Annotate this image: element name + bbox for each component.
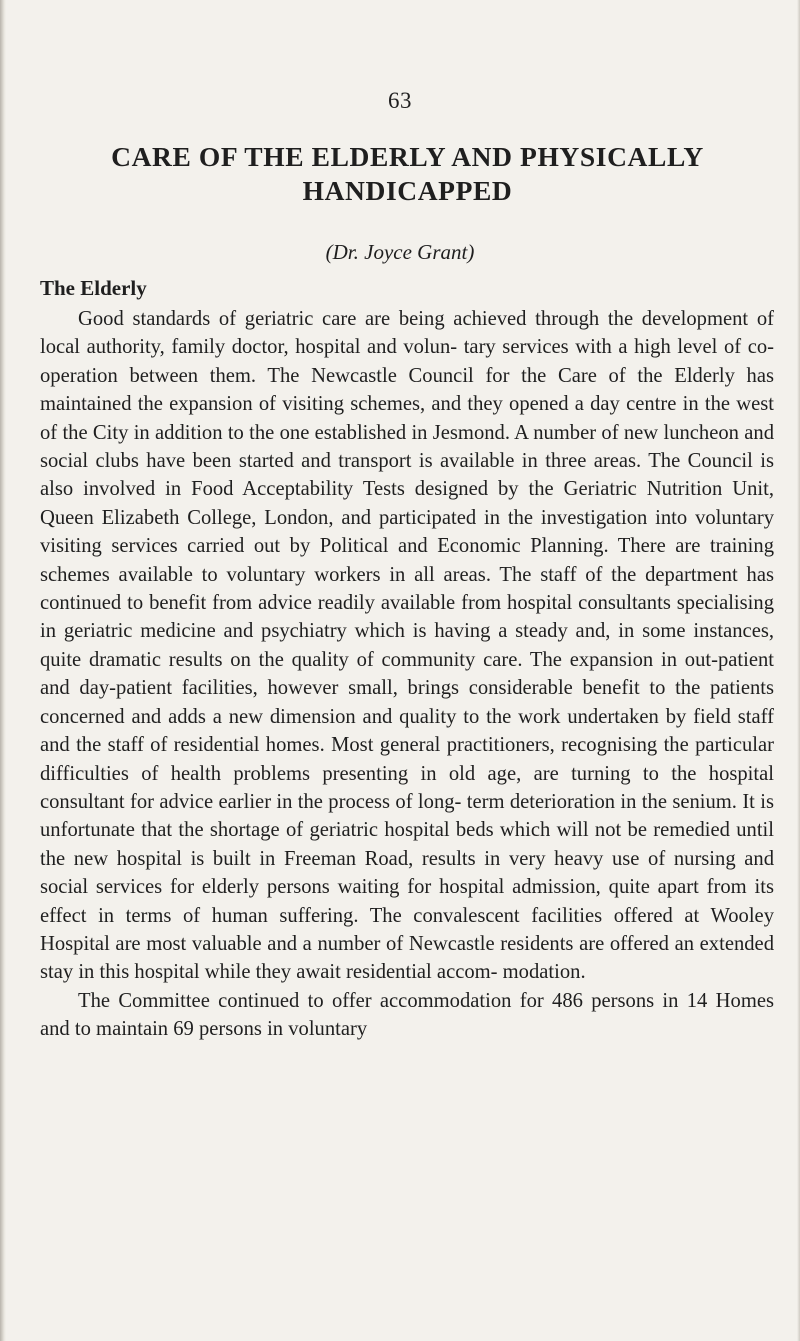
page-title: CARE OF THE ELDERLY AND PHYSICALLY HANDICAPPED [111, 141, 704, 206]
paragraph: The Committee continued to offer accommodation for 486 persons in 14 Homes and to maintain 69 persons in voluntary [40, 989, 774, 1041]
page-binding-edge [0, 0, 6, 1341]
paragraph: Good standards of geriatric care are being achieved through the development of local authority, family doctor, hospital and volun- tary services with a high level of co-operation between them. The Newcastle Council for the Care of the Elderly has maintained the expansion of visiting schemes, and they opened a day centre in the west of the City in addition to the one established in Jesmond. A number of new luncheon and social clubs have been started and transport is available in three areas. The Council is also involved in Food Acceptability Tests designed by the Geriatric Nutrition Unit, Queen Elizabeth College, London, and participated in the investigation into voluntary visiting services carried out by Political and Economic Planning. There are training schemes available to voluntary workers in all areas. The staff of the department has continued to benefit from advice readily available from hospital consultants specialising in geriatric medicine and psychiatry which is having a steady and, in some instances, quite dramatic results on the quality of community care. The expansion in out-patient and day-patient facilities, however small, brings considerable benefit to the patients concerned and adds a new dimension and quality to the work undertaken by field staff and the staff of residential homes. Most general practitioners, recognising the particular difficulties of health problems presenting in old age, are turning to the hospital consultant for advice earlier in the process of long- term deterioration in the senium. It is unfortunate that the shortage of geriatric hospital beds which will not be remedied until the new hospital is built in Freeman Road, results in very heavy use of nursing and social services for elderly persons waiting for hospital admission, quite apart from its effect in terms of human suffering. The convalescent facilities offered at Wooley Hospital are most valuable and a number of Newcastle residents are offered an extended stay in this hospital while they await residential accom- modation. [40, 308, 774, 984]
body-text [40, 305, 774, 1044]
page-number: 63 [388, 88, 412, 113]
section-heading: The Elderly [40, 276, 147, 300]
author-credit: (Dr. Joyce Grant) [325, 240, 475, 264]
